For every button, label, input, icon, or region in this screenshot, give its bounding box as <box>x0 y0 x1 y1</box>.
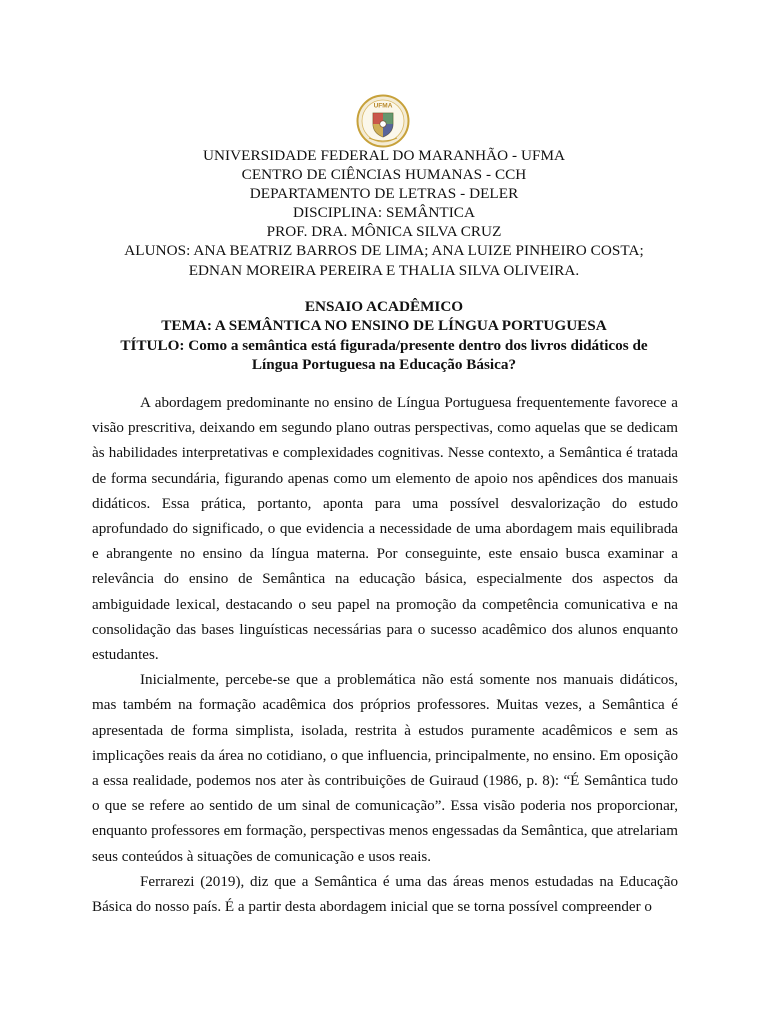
essay-body <box>92 391 678 920</box>
header-discipline: DISCIPLINA: SEMÂNTICA <box>292 204 476 222</box>
ufma-logo-icon <box>356 94 410 148</box>
body-paragraph: Inicialmente, percebe-se que a problemática não está somente nos manuais didáticos, mas também na formação acadêmica dos próprios professores. Muitas vezes, a Semântica é apresentada de forma simplista, isolada, restrita à estudos puramente acadêmicos e sem as implicações reais da área no cotidiano, o que influencia, principalmente, no ensino. Em oposição a essa realidade, podemos nos ater às contribuições de Guiraud (1986, p. 8): “É Semântica tudo o que se refere ao sentido de um sinal de comunicação”. Essa visão poderia nos proporcionar, enquanto professores em formação, perspectivas menos engessadas da Semântica, que atrelariam seus conteúdos à situações de comunicação e usos reais. <box>92 672 678 865</box>
essay-title-block <box>60 297 708 375</box>
header-students-line2: EDNAN MOREIRA PEREIRA E THALIA SILVA OLIVEIRA. <box>188 261 580 279</box>
essay-title-line2: Língua Portuguesa na Educação Básica? <box>251 356 517 374</box>
logo-text: UFMA <box>373 102 393 110</box>
header-university: UNIVERSIDADE FEDERAL DO MARANHÃO - UFMA <box>202 147 566 164</box>
header-department: DEPARTAMENTO DE LETRAS - DELER <box>249 185 519 203</box>
essay-title-line1: TÍTULO: Como a semântica está figurada/presente dentro dos livros didáticos de <box>120 336 648 354</box>
header-students-line1: ALUNOS: ANA BEATRIZ BARROS DE LIMA; ANA LUIZE PINHEIRO COSTA; <box>124 242 644 260</box>
essay-theme: TEMA: A SEMÂNTICA NO ENSINO DE LÍNGUA PORTUGUESA <box>161 317 607 335</box>
body-paragraph: Ferrarezi (2019), diz que a Semântica é uma das áreas menos estudadas na Educação Básica do nosso país. É a partir desta abordagem inicial que se torna possível compreender o <box>92 873 678 916</box>
body-paragraph: A abordagem predominante no ensino de Língua Portuguesa frequentemente favorece a visão prescritiva, deixando em segundo plano outras perspectivas, como aquelas que se dedicam às habilidades interpretativas e complexidades cognitivas. Nesse contexto, a Semântica é tratada de forma secundária, figurando apenas como um elemento de apoio nos apêndices dos manuais didáticos. Essa prática, portanto, aponta para uma possível desvalorização do estudo aprofundado do significado, o que evidencia a necessidade de uma abordagem mais equilibrada e abrangente no ensino da língua materna. Por conseguinte, este ensaio busca examinar a relevância do ensino de Semântica na educação básica, especialmente dos aspectos da ambiguidade lexical, destacando o seu papel na promoção da competência comunicativa e na consolidação das bases linguísticas necessárias para o sucesso acadêmico dos alunos enquanto estudantes. <box>92 395 678 664</box>
essay-genre: ENSAIO ACADÊMICO <box>304 298 464 315</box>
header-professor: PROF. DRA. MÔNICA SILVA CRUZ <box>266 223 502 241</box>
header-center: CENTRO DE CIÊNCIAS HUMANAS - CCH <box>241 166 527 184</box>
institution-header <box>60 146 708 280</box>
